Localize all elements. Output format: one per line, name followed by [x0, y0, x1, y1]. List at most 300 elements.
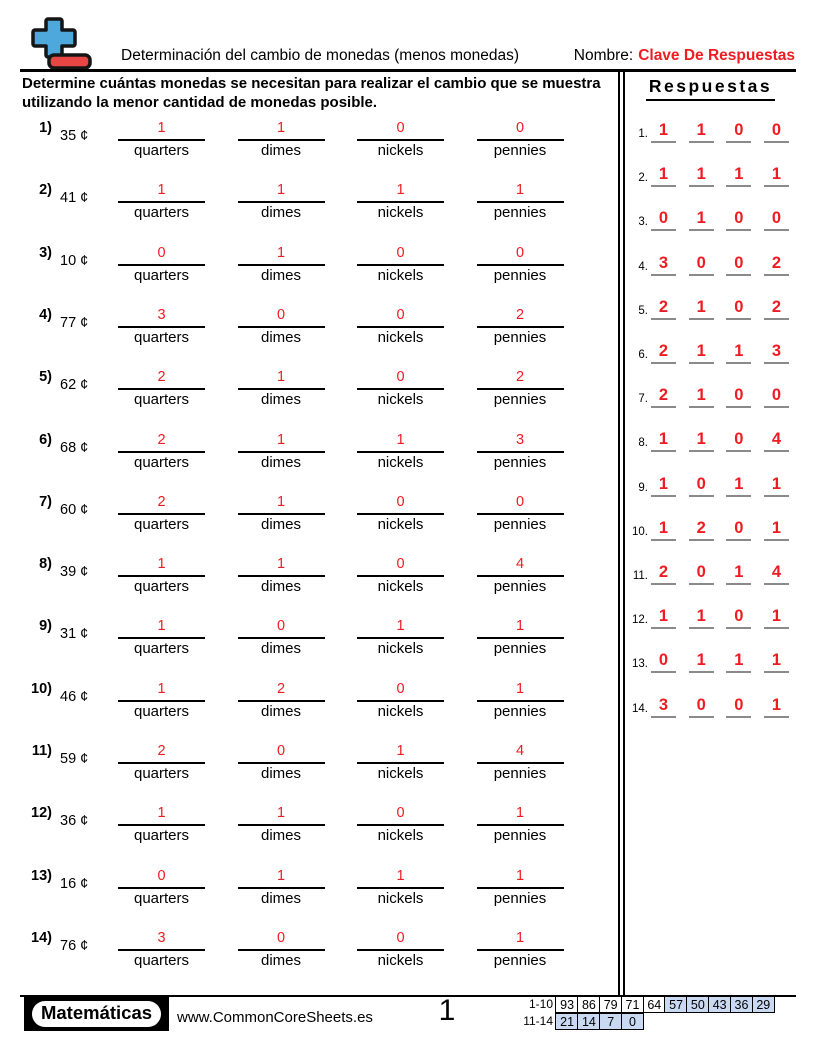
- answer-value: 1: [357, 431, 444, 453]
- answer-blank: [238, 493, 325, 533]
- page-title: Determinación del cambio de monedas (menos monedas): [121, 47, 520, 64]
- answer-value: 1: [118, 119, 205, 141]
- answer-row: [628, 298, 796, 322]
- answer-blank: [238, 306, 325, 346]
- score-cell: 50: [686, 996, 709, 1013]
- answer-blank: [357, 555, 444, 595]
- answer-row: [628, 519, 796, 543]
- answer-value: 3: [118, 306, 205, 328]
- answer-blank: [238, 555, 325, 595]
- answer-digit: 1: [651, 607, 676, 629]
- coin-label: dimes: [260, 204, 301, 222]
- score-cell: 7: [599, 1013, 622, 1030]
- answer-blank: [238, 742, 325, 782]
- answer-value: 1: [357, 867, 444, 889]
- answer-value: 2: [238, 680, 325, 702]
- page-number: 1: [438, 994, 456, 1027]
- problem-row: [22, 368, 618, 428]
- coin-label: quarters: [133, 640, 190, 658]
- answer-blank: [238, 119, 325, 159]
- answer-value: 0: [118, 244, 205, 266]
- answer-blank: [118, 680, 205, 720]
- coin-label: quarters: [133, 765, 190, 782]
- answer-blank: [357, 493, 444, 533]
- answer-blank: [238, 867, 325, 907]
- answer-value: 1: [357, 181, 444, 203]
- answer-digit: 1: [651, 519, 676, 541]
- problem-amount: 16 ¢: [60, 875, 89, 892]
- answer-number: 7.: [638, 393, 648, 406]
- problem-number: 14): [31, 929, 52, 946]
- score-cell: 79: [599, 996, 622, 1013]
- coin-label: dimes: [260, 951, 301, 969]
- score-cell: 43: [708, 996, 731, 1013]
- answer-digit: 2: [764, 298, 789, 320]
- problem-row: [22, 742, 618, 802]
- answer-value: 0: [238, 929, 325, 951]
- answer-digit: 1: [764, 519, 789, 541]
- answer-blank: [118, 306, 205, 346]
- answer-row: [628, 165, 796, 189]
- coin-label: dimes: [260, 640, 301, 658]
- answer-value: 2: [118, 431, 205, 453]
- answer-digit: 1: [764, 651, 789, 673]
- coin-label: dimes: [260, 391, 301, 409]
- coin-label: pennies: [493, 578, 547, 596]
- coin-label: pennies: [493, 515, 547, 533]
- answer-blank: [238, 680, 325, 720]
- answer-value: 1: [477, 181, 564, 203]
- answer-blank: [118, 929, 205, 969]
- answer-row: [628, 209, 796, 233]
- answer-number: 12.: [632, 614, 648, 627]
- answer-blank: [238, 929, 325, 969]
- answer-value: 1: [477, 617, 564, 639]
- answer-blank: [357, 431, 444, 471]
- answer-value: 1: [477, 804, 564, 826]
- answer-blank: [477, 306, 564, 346]
- answer-digit: 1: [726, 651, 751, 673]
- answer-digit: 3: [764, 342, 789, 364]
- answer-digit: 1: [689, 430, 714, 452]
- answer-blank: [238, 244, 325, 284]
- answer-digit: 1: [689, 121, 714, 143]
- answer-value: 1: [118, 555, 205, 577]
- answer-blank: [357, 181, 444, 221]
- problem-number: 3): [39, 244, 52, 261]
- answer-value: 1: [238, 804, 325, 826]
- answer-digit: 1: [689, 342, 714, 364]
- coin-label: dimes: [260, 142, 301, 159]
- answer-digit: 1: [726, 342, 751, 364]
- coin-label: quarters: [133, 578, 190, 596]
- coin-label: pennies: [493, 889, 547, 907]
- coin-label: quarters: [133, 391, 190, 409]
- answer-blank: [118, 867, 205, 907]
- answer-blank: [118, 368, 205, 408]
- answer-blank: [118, 431, 205, 471]
- answer-value: 0: [477, 119, 564, 141]
- answer-row: [628, 342, 796, 366]
- answer-digit: 0: [764, 121, 789, 143]
- problem-row: [22, 181, 618, 241]
- coin-label: pennies: [493, 391, 547, 409]
- answer-value: 1: [238, 867, 325, 889]
- answer-value: 1: [118, 804, 205, 826]
- score-row: [505, 996, 775, 1013]
- answer-number: 11.: [632, 570, 648, 582]
- score-row-label: 11-14: [523, 1014, 553, 1028]
- answer-value: 1: [238, 119, 325, 141]
- name-label: Nombre:: [573, 47, 634, 64]
- answer-digit: 1: [764, 165, 789, 187]
- problem-amount: 41 ¢: [60, 190, 89, 207]
- answer-blank: [357, 867, 444, 907]
- problem-amount: 31 ¢: [60, 626, 89, 643]
- answer-digit: 1: [764, 696, 789, 718]
- problem-amount: 60 ¢: [60, 501, 89, 518]
- answer-blank: [357, 929, 444, 969]
- coin-label: dimes: [260, 702, 301, 720]
- coin-label: quarters: [133, 951, 190, 969]
- answer-digit: 1: [764, 475, 789, 497]
- answer-blank: [477, 431, 564, 471]
- answer-digit: 0: [689, 563, 714, 585]
- answer-value: 3: [118, 929, 205, 951]
- problem-amount: 39 ¢: [60, 564, 89, 581]
- answer-value: 1: [118, 680, 205, 702]
- answer-digit: 0: [726, 430, 751, 452]
- answer-digit: 0: [651, 651, 676, 673]
- answer-digit: 2: [651, 563, 676, 585]
- problem-row: [22, 555, 618, 615]
- answer-blank: [477, 929, 564, 969]
- coin-label: pennies: [493, 702, 547, 720]
- answer-digit: 1: [689, 651, 714, 673]
- coin-label: nickels: [377, 266, 424, 284]
- answer-blank: [477, 368, 564, 408]
- problem-row: [22, 244, 618, 304]
- answer-value: 0: [357, 929, 444, 951]
- answer-digit: 1: [651, 430, 676, 452]
- answer-row: [628, 254, 796, 278]
- answer-blank: [118, 804, 205, 844]
- answer-digit: 0: [689, 696, 714, 718]
- problem-number: 6): [39, 431, 52, 448]
- answer-digit: 2: [689, 519, 714, 541]
- answer-digit: 4: [764, 430, 789, 452]
- score-cell: 36: [730, 996, 753, 1013]
- answer-digit: 0: [651, 209, 676, 231]
- answer-value: 0: [357, 244, 444, 266]
- answer-value: 0: [477, 493, 564, 515]
- answer-blank: [357, 804, 444, 844]
- score-cell: 29: [752, 996, 775, 1013]
- answer-value: 0: [238, 617, 325, 639]
- answer-value: 4: [477, 742, 564, 764]
- answers-title: Respuestas: [646, 76, 775, 101]
- answer-row: [628, 607, 796, 631]
- coin-label: dimes: [260, 328, 301, 346]
- coin-label: nickels: [377, 578, 424, 596]
- score-cell: 14: [577, 1013, 600, 1030]
- answer-value: 1: [357, 742, 444, 764]
- answer-value: 1: [238, 368, 325, 390]
- sidebar-divider: [618, 70, 625, 996]
- answer-blank: [477, 804, 564, 844]
- answer-number: 5.: [638, 304, 648, 317]
- answer-digit: 1: [689, 298, 714, 320]
- answer-number: 14.: [632, 702, 648, 715]
- answer-number: 10.: [632, 525, 648, 538]
- answer-value: 0: [357, 493, 444, 515]
- answer-digit: 1: [689, 386, 714, 408]
- answer-number: 9.: [638, 481, 648, 494]
- coin-label: pennies: [493, 266, 547, 284]
- coin-label: pennies: [493, 640, 547, 658]
- answer-digit: 0: [764, 209, 789, 231]
- answer-blank: [477, 181, 564, 221]
- name-value: Clave De Respuestas: [638, 47, 795, 64]
- problem-number: 10): [31, 680, 52, 697]
- answer-digit: 3: [651, 696, 676, 718]
- answer-value: 2: [118, 742, 205, 764]
- answer-digit: 1: [726, 475, 751, 497]
- answer-row: [628, 430, 796, 454]
- answer-blank: [357, 680, 444, 720]
- coin-label: quarters: [133, 515, 190, 533]
- problem-row: [22, 119, 618, 179]
- coin-label: quarters: [133, 453, 190, 471]
- answer-value: 0: [238, 742, 325, 764]
- answer-value: 0: [238, 306, 325, 328]
- answer-value: 0: [357, 555, 444, 577]
- coin-label: quarters: [133, 827, 190, 845]
- answer-digit: 2: [651, 386, 676, 408]
- coin-label: nickels: [377, 328, 424, 346]
- answer-row: [628, 121, 796, 145]
- answer-blank: [238, 617, 325, 657]
- answer-value: 0: [357, 306, 444, 328]
- coin-label: pennies: [493, 453, 547, 471]
- answer-digit: 2: [651, 342, 676, 364]
- answer-digit: 4: [764, 563, 789, 585]
- coin-label: dimes: [260, 578, 301, 596]
- answer-value: 3: [477, 431, 564, 453]
- answer-digit: 1: [689, 165, 714, 187]
- answer-number: 13.: [632, 658, 648, 671]
- answer-value: 1: [238, 431, 325, 453]
- coin-label: nickels: [377, 889, 424, 907]
- answer-row: [628, 386, 796, 410]
- answer-value: 1: [238, 493, 325, 515]
- answer-blank: [477, 680, 564, 720]
- answer-digit: 1: [689, 209, 714, 231]
- coin-label: pennies: [493, 951, 547, 969]
- name-row: [574, 47, 795, 65]
- score-cell: 64: [643, 996, 666, 1013]
- answer-value: 1: [118, 617, 205, 639]
- problem-amount: 59 ¢: [60, 751, 89, 767]
- brand-logo: [24, 997, 169, 1031]
- problem-number: 7): [39, 493, 52, 510]
- problem-amount: 46 ¢: [60, 688, 89, 705]
- problem-number: 1): [39, 120, 52, 136]
- coin-label: pennies: [493, 765, 547, 782]
- problem-amount: 10 ¢: [60, 252, 89, 269]
- answer-blank: [238, 181, 325, 221]
- answer-digit: 3: [651, 254, 676, 276]
- answers-panel-header: [625, 76, 796, 101]
- answer-blank: [118, 742, 205, 782]
- answer-number: 8.: [638, 437, 648, 450]
- answer-blank: [357, 119, 444, 159]
- answer-digit: 1: [651, 121, 676, 143]
- coin-label: nickels: [377, 515, 424, 533]
- coin-label: dimes: [260, 765, 301, 782]
- problem-amount: 68 ¢: [60, 439, 89, 456]
- answer-digit: 1: [651, 165, 676, 187]
- problem-row: [22, 617, 618, 677]
- coin-label: nickels: [377, 391, 424, 409]
- answer-digit: 0: [726, 209, 751, 231]
- score-cell: 21: [555, 1013, 578, 1030]
- answer-blank: [118, 617, 205, 657]
- answer-number: 1.: [638, 128, 648, 140]
- coin-label: quarters: [133, 702, 190, 720]
- problem-number: 4): [39, 306, 52, 323]
- answer-blank: [118, 493, 205, 533]
- answer-blank: [477, 244, 564, 284]
- coin-label: nickels: [377, 204, 424, 222]
- coin-label: pennies: [493, 328, 547, 346]
- coin-label: nickels: [377, 702, 424, 720]
- problem-number: 2): [39, 182, 52, 199]
- score-cell: 86: [577, 996, 600, 1013]
- answer-blank: [357, 742, 444, 782]
- answer-row: [628, 563, 796, 587]
- answer-digit: 1: [651, 475, 676, 497]
- plus-minus-icon: [26, 15, 102, 73]
- answer-digit: 1: [726, 165, 751, 187]
- answer-value: 0: [357, 680, 444, 702]
- problem-number: 8): [39, 556, 52, 573]
- problem-amount: 77 ¢: [60, 314, 89, 331]
- answer-blank: [238, 804, 325, 844]
- coin-label: nickels: [377, 453, 424, 471]
- coin-label: quarters: [133, 142, 190, 159]
- coin-label: quarters: [133, 266, 190, 284]
- answer-value: 1: [357, 617, 444, 639]
- answer-blank: [477, 493, 564, 533]
- answer-blank: [118, 244, 205, 284]
- answer-value: 0: [118, 867, 205, 889]
- answer-blank: [477, 555, 564, 595]
- problem-row: [22, 493, 618, 553]
- answer-blank: [357, 306, 444, 346]
- problem-amount: 36 ¢: [60, 813, 89, 830]
- answer-value: 1: [477, 680, 564, 702]
- score-cell: 93: [555, 996, 578, 1013]
- coin-label: dimes: [260, 827, 301, 845]
- answer-digit: 0: [726, 607, 751, 629]
- answer-number: 6.: [638, 349, 648, 361]
- problem-row: [22, 306, 618, 366]
- answer-digit: 1: [764, 607, 789, 629]
- coin-label: nickels: [377, 142, 424, 159]
- answer-digit: 0: [726, 298, 751, 320]
- coin-label: quarters: [133, 889, 190, 907]
- header-rule: [20, 69, 796, 72]
- answer-digit: 0: [726, 386, 751, 408]
- coin-label: dimes: [260, 266, 301, 284]
- score-cell: 0: [621, 1013, 644, 1030]
- instructions-text: Determine cuántas monedas se necesitan para realizar el cambio que se muestra utilizando la menor cantidad de monedas posible.: [22, 75, 601, 111]
- answer-blank: [118, 555, 205, 595]
- answer-blank: [118, 181, 205, 221]
- answer-value: 0: [477, 244, 564, 266]
- coin-label: dimes: [260, 453, 301, 471]
- answer-digit: 2: [651, 298, 676, 320]
- answer-digit: 0: [726, 696, 751, 718]
- answer-digit: 0: [764, 386, 789, 408]
- problem-number: 5): [39, 369, 52, 386]
- problem-number: 13): [31, 867, 52, 884]
- answer-value: 1: [477, 929, 564, 951]
- problem-number: 11): [31, 743, 52, 759]
- problem-row: [22, 929, 618, 989]
- answer-value: 1: [238, 244, 325, 266]
- score-row-label: 1-10: [528, 997, 553, 1011]
- answer-number: 4.: [638, 260, 648, 273]
- coin-label: pennies: [493, 142, 547, 159]
- answer-value: 0: [357, 119, 444, 141]
- score-cell: 57: [664, 996, 687, 1013]
- answer-digit: 0: [726, 254, 751, 276]
- answer-digit: 2: [764, 254, 789, 276]
- answer-blank: [477, 617, 564, 657]
- problem-row: [22, 680, 618, 740]
- answer-value: 1: [238, 181, 325, 203]
- answer-digit: 0: [726, 121, 751, 143]
- problem-amount: 76 ¢: [60, 937, 89, 954]
- answer-value: 4: [477, 555, 564, 577]
- answer-value: 1: [118, 181, 205, 203]
- problem-row: [22, 804, 618, 864]
- answer-digit: 0: [689, 475, 714, 497]
- answer-digit: 1: [689, 607, 714, 629]
- problem-number: 12): [31, 805, 52, 822]
- answer-digit: 0: [689, 254, 714, 276]
- answer-blank: [477, 867, 564, 907]
- answer-row: [628, 651, 796, 675]
- answer-value: 0: [357, 804, 444, 826]
- answer-value: 2: [477, 306, 564, 328]
- answer-number: 3.: [638, 216, 648, 229]
- problem-row: [22, 867, 618, 927]
- answer-value: 2: [118, 493, 205, 515]
- problem-row: [22, 431, 618, 491]
- score-cell: 71: [621, 996, 644, 1013]
- answer-row: [628, 696, 796, 720]
- answer-number: 2.: [638, 172, 648, 185]
- score-row: [505, 1013, 644, 1030]
- answer-blank: [238, 368, 325, 408]
- answer-blank: [477, 742, 564, 782]
- coin-label: nickels: [377, 827, 424, 845]
- answer-blank: [118, 119, 205, 159]
- answer-digit: 0: [726, 519, 751, 541]
